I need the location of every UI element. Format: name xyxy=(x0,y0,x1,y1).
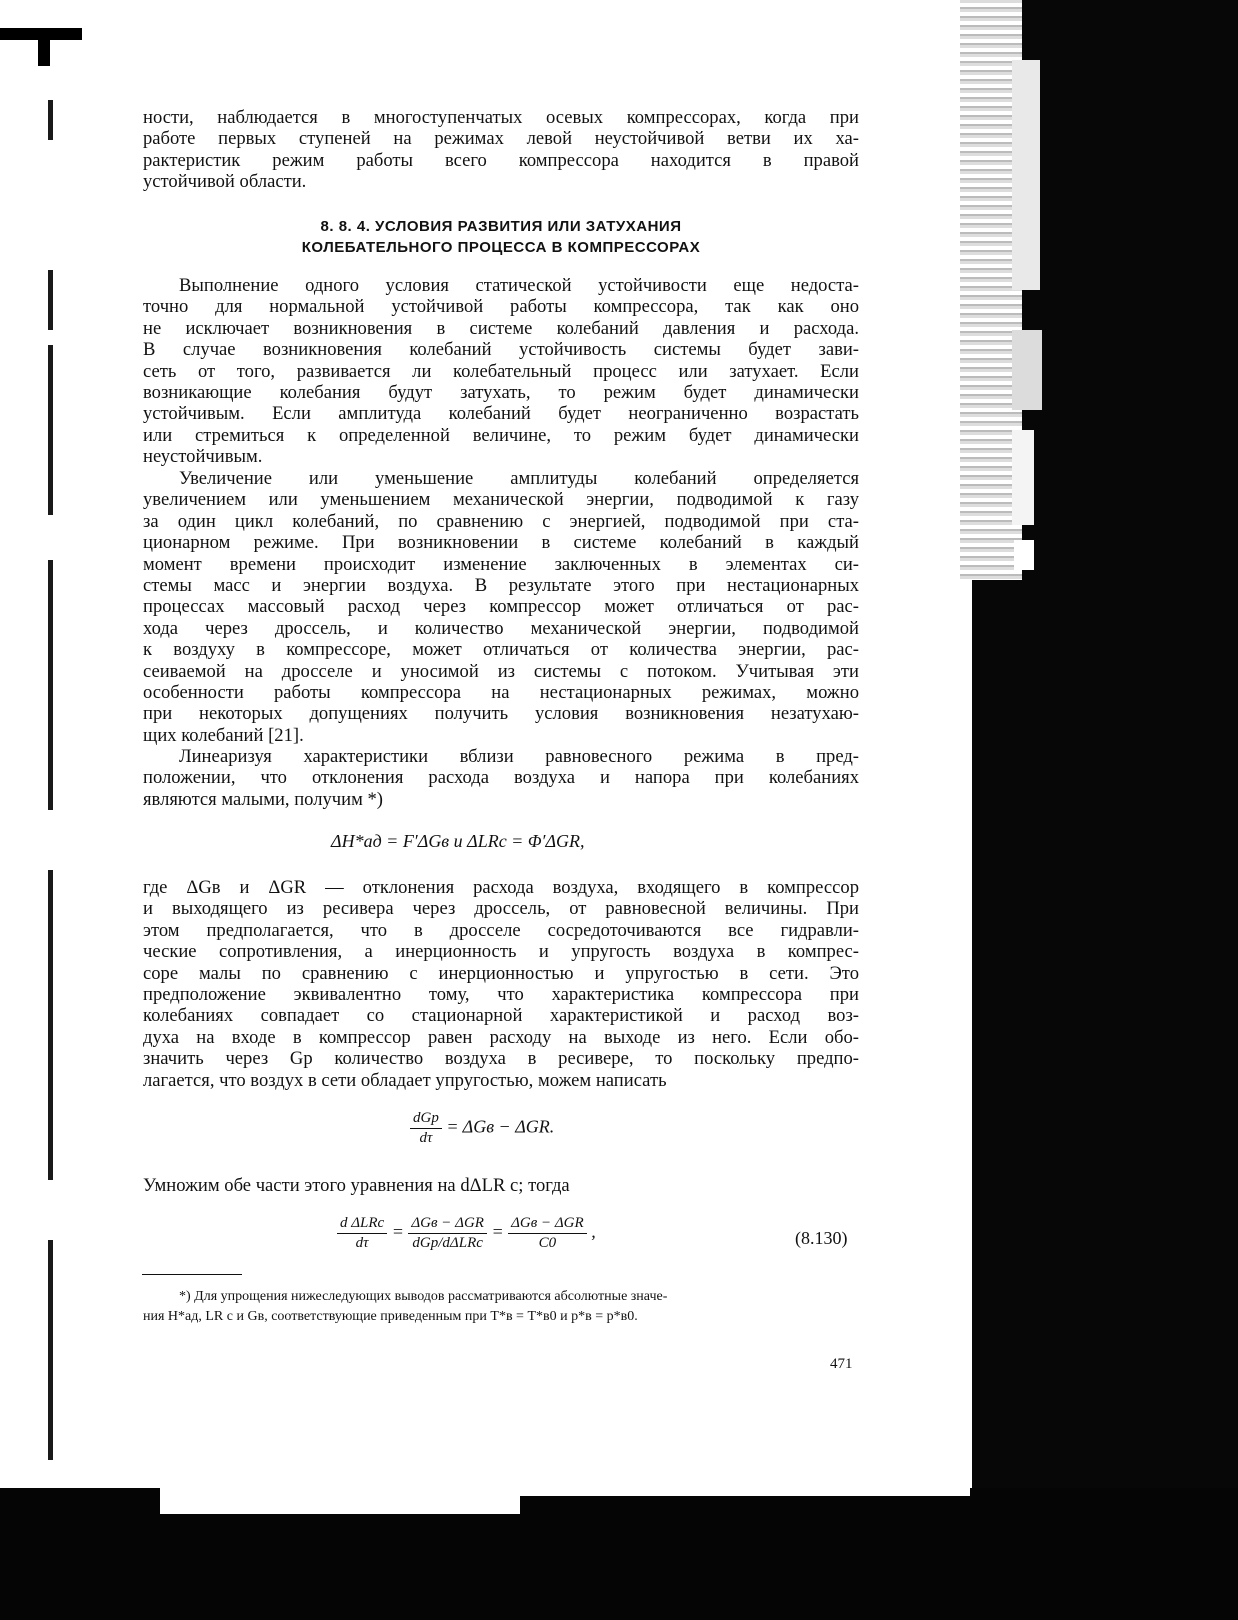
fraction xyxy=(408,1215,487,1252)
equation-1: ΔH*ад = F′ΔGв и ΔLRс = Φ′ΔGR, xyxy=(331,831,585,851)
text-line: возникающие колебания будут затухать, то режим будет динамически xyxy=(143,382,859,404)
text-line: процессах массовый расход через компрессор может отличаться от рас- xyxy=(143,596,859,618)
paragraph-2 xyxy=(143,468,859,746)
text-line: Линеаризуя характеристики вблизи равновесного режима в пред- xyxy=(179,746,859,767)
page-number: 471 xyxy=(830,1356,853,1372)
text-line: за один цикл колебаний, по сравнению с энергией, подводимой при ста- xyxy=(143,510,859,532)
text-line: или стремиться к определенной величине, то режим будет динамически xyxy=(143,424,859,446)
text-line: В случае возникновения колебаний устойчивость системы будет зави- xyxy=(143,339,859,361)
text-line: работе первых ступеней на режимах левой неустойчивой ветви их ха- xyxy=(143,128,859,150)
equation-2 xyxy=(410,1110,554,1147)
text-line: хода через дроссель, и количество механической энергии, подводимой xyxy=(143,617,859,639)
scan-binding-line xyxy=(48,870,53,1180)
paragraph-5 xyxy=(143,1175,859,1196)
text-line: положении, что отклонения расхода воздуха и напора при колебаниях xyxy=(143,767,859,789)
text-line: точно для нормальной устойчивой работы компрессора, так как оно xyxy=(143,296,859,318)
paragraph-1 xyxy=(143,275,859,468)
fraction-numerator: ΔGв − ΔGR xyxy=(408,1215,487,1234)
footnote-line: *) Для упрощения нижеследующих выводов рассматриваются абсолютные значе- xyxy=(179,1289,668,1304)
fraction-numerator: d ΔLRс xyxy=(337,1215,387,1234)
text-line: Увеличение или уменьшение амплитуды колебаний определяется xyxy=(179,468,859,489)
text-line: при некоторых допущениях получить условия возникновения незатухаю- xyxy=(143,703,859,725)
scan-binding-line xyxy=(48,560,53,810)
text-line: лагается, что воздух в сети обладает упругостью, можем написать xyxy=(143,1069,667,1091)
equals-sign: = xyxy=(391,1221,404,1242)
scan-highlight xyxy=(1014,540,1034,570)
text-line: устойчивым. Если амплитуда колебаний будет неограниченно возрастать xyxy=(143,403,859,425)
footnote xyxy=(143,1287,859,1327)
scan-binding-mark xyxy=(38,28,50,66)
equation-3 xyxy=(337,1215,596,1252)
text-line: неустойчивым. xyxy=(143,446,263,468)
scan-binding-line xyxy=(48,345,53,515)
paragraph-3 xyxy=(143,746,859,810)
text-line: значить через Gр количество воздуха в ресивере, то поскольку предпо- xyxy=(143,1048,859,1070)
text-line: ционарном режиме. При возникновении в системе колебаний в каждый xyxy=(143,532,859,554)
text-line: щих колебаний [21]. xyxy=(143,724,304,746)
text-line: колебаниях совпадает со стационарной характеристикой и расход воз- xyxy=(143,1005,859,1027)
equation-number: (8.130) xyxy=(795,1228,848,1248)
text-line: ческие сопротивления, а инерционность и упругость воздуха в компрес- xyxy=(143,941,859,963)
section-heading xyxy=(143,216,859,258)
text-line: соре малы по сравнению с инерционностью и упругостью в сети. Это xyxy=(143,962,859,984)
equation-rhs: = ΔGв − ΔGR. xyxy=(446,1116,555,1137)
scan-highlight xyxy=(160,1488,520,1514)
scan-highlight xyxy=(520,1488,970,1496)
fraction-denominator: dGр/dΔLRс xyxy=(412,1235,483,1251)
text-line: этом предполагается, что в дросселе сосредоточиваются все гидравли- xyxy=(143,919,859,941)
fraction-denominator: dτ xyxy=(419,1130,433,1146)
scan-highlight xyxy=(1012,330,1042,410)
footnote-rule xyxy=(142,1274,242,1275)
text-line: сеиваемой на дросселе и уносимой из системы с потоком. Учитывая эти xyxy=(143,660,859,682)
text-line: особенности работы компрессора на нестационарных режимах, можно xyxy=(143,682,859,704)
text-line: рактеристик режим работы всего компрессора находится в правой xyxy=(143,149,859,171)
fraction-denominator: dτ xyxy=(355,1235,369,1251)
text-line: Выполнение одного условия статической устойчивости еще недоста- xyxy=(179,275,859,296)
heading-line: 8. 8. 4. УСЛОВИЯ РАЗВИТИЯ ИЛИ ЗАТУХАНИЯ xyxy=(320,218,682,235)
fraction xyxy=(410,1110,442,1147)
scan-binding-line xyxy=(48,1240,53,1460)
text-line: стемы масс и энергии воздуха. В результате этого при нестационарных xyxy=(143,575,859,597)
heading-line: КОЛЕБАТЕЛЬНОГО ПРОЦЕССА В КОМПРЕССОРАХ xyxy=(301,239,701,256)
scan-highlight xyxy=(1012,60,1040,290)
equation-tail: , xyxy=(591,1221,596,1242)
scan-binding-line xyxy=(48,100,53,140)
text-line: Умножим обе части этого уравнения на dΔLR с; тогда xyxy=(143,1175,570,1196)
text-line: сеть от того, развивается ли колебательный процесс или затухает. Если xyxy=(143,360,859,382)
text-line: предположение эквивалентно тому, что характеристика компрессора при xyxy=(143,984,859,1006)
text-line: где ΔGв и ΔGR — отклонения расхода воздуха, входящего в компрессор xyxy=(143,877,859,898)
text-line: являются малыми, получим *) xyxy=(143,788,383,810)
text-line: не исключает возникновения в системе колебаний давления и расхода. xyxy=(143,317,859,339)
text-line: момент времени происходит изменение заключенных в элементах си- xyxy=(143,553,859,575)
scan-binding-line xyxy=(48,270,53,330)
footnote-line: ния H*ад, LR с и Gв, соответствующие приведенным при T*в = T*в0 и p*в = p*в0. xyxy=(143,1309,638,1324)
text-line: духа на входе в компрессор равен расходу на выходе из него. Если обо- xyxy=(143,1026,859,1048)
text-line: к воздуху в компрессоре, может отличаться от количества энергии, рас- xyxy=(143,639,859,661)
fraction-numerator: ΔGв − ΔGR xyxy=(508,1215,587,1234)
paragraph-4 xyxy=(143,877,859,1091)
intro-paragraph xyxy=(143,107,859,193)
fraction-denominator: C0 xyxy=(538,1235,557,1251)
fraction-numerator: dGр xyxy=(410,1110,442,1129)
fraction xyxy=(508,1215,587,1252)
text-line: и выходящего из ресивера через дроссель, от равновесной величины. При xyxy=(143,898,859,920)
equals-sign: = xyxy=(491,1221,504,1242)
text-line: увеличением или уменьшением механической энергии, подводимой к газу xyxy=(143,489,859,511)
text-line: ности, наблюдается в многоступенчатых осевых компрессорах, когда при xyxy=(143,107,859,128)
fraction xyxy=(337,1215,387,1252)
text-line: устойчивой области. xyxy=(143,171,307,193)
scan-highlight xyxy=(1012,430,1034,525)
